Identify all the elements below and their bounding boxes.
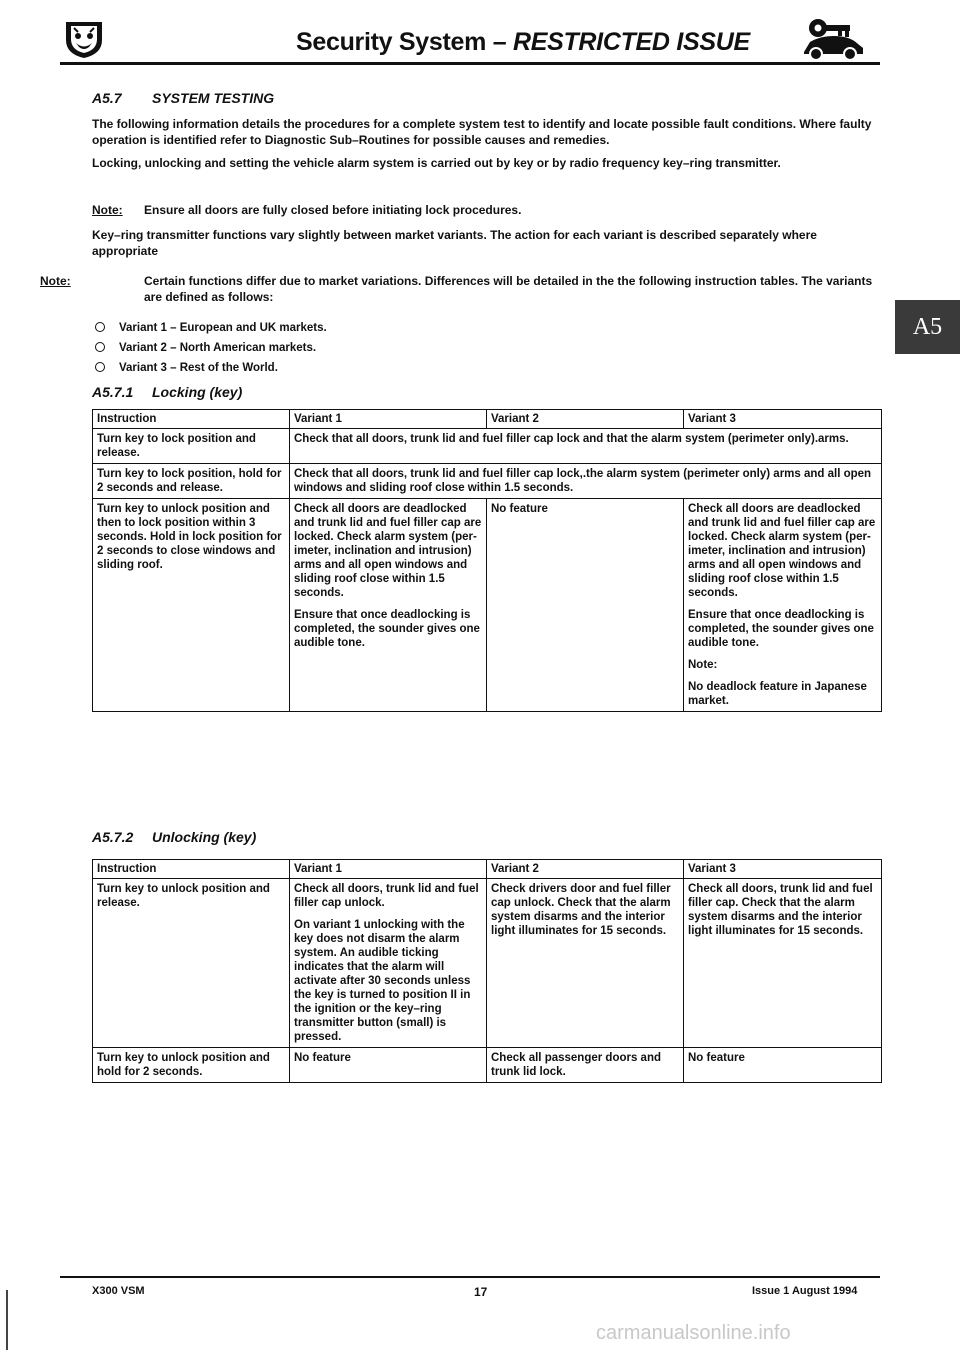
page-number: 17 xyxy=(474,1285,488,1299)
footer-document-code: X300 VSM xyxy=(92,1285,145,1297)
section-tab-a5: A5 xyxy=(895,300,960,354)
cell-paragraph: On variant 1 unlocking with the key does not disarm the alarm system. An audible ticking indicates that the alarm will activate after 30 seconds unless the key is turned to position II in the ignition or the key–ring transmitter button (small) is pressed. xyxy=(294,919,471,1043)
bullet-circle-icon xyxy=(95,362,105,372)
intro-paragraph-2: Locking, unlocking and setting the vehicle alarm system is carried out by key or by radio frequency key–ring transmitter. xyxy=(92,156,781,170)
unlocking-key-table xyxy=(92,859,882,1083)
section-number: A5.7 xyxy=(92,90,122,106)
header-rule xyxy=(60,62,880,65)
all-variants-cell: Check that all doors, trunk lid and fuel filler cap lock and that the alarm system (perimeter only).arms. xyxy=(290,429,882,464)
variant-list-item xyxy=(95,342,316,354)
section-number: A5.7.1 xyxy=(92,384,134,400)
all-variants-cell: Check that all doors, trunk lid and fuel filler cap lock,.the alarm system (perimeter only) arms and all open windows and sliding roof close within 1.5 seconds. xyxy=(290,464,882,499)
section-heading-a5-7 xyxy=(92,90,274,106)
instruction-cell: Turn key to lock position and release. xyxy=(93,429,290,464)
note-label: Note: xyxy=(40,274,71,288)
bullet-circle-icon xyxy=(95,342,105,352)
variant-1-cell: No feature xyxy=(290,1048,487,1083)
table-row xyxy=(93,1048,882,1083)
note-text: Certain functions differ due to market variations. Differences will be detailed in the the following instruction tables. The variants are defined as follows: xyxy=(144,274,873,304)
watermark-text: carmanualsonline.info xyxy=(596,1322,791,1344)
variant-3-cell xyxy=(684,499,882,712)
variant-text: Variant 2 – North American markets. xyxy=(119,342,317,354)
column-header: Variant 1 xyxy=(290,860,487,879)
column-header: Instruction xyxy=(93,410,290,429)
page-header-title xyxy=(296,28,750,57)
note-label: Note: xyxy=(92,203,123,217)
instruction-cell: Turn key to unlock position and hold for 2 seconds. xyxy=(93,1048,290,1083)
footer-issue-date: Issue 1 August 1994 xyxy=(752,1285,858,1297)
column-header: Variant 2 xyxy=(487,860,684,879)
table-row xyxy=(93,499,882,712)
variant-1-cell xyxy=(290,499,487,712)
instruction-cell: Turn key to lock position, hold for 2 seconds and release. xyxy=(93,464,290,499)
column-header: Variant 2 xyxy=(487,410,684,429)
table-row xyxy=(93,464,882,499)
section-title: SYSTEM TESTING xyxy=(152,90,275,106)
variant-3-cell: Check all doors, trunk lid and fuel filler cap. Check that the alarm system disarms and the interior light illuminates for 15 seconds. xyxy=(684,879,882,1048)
note-doors-closed xyxy=(92,202,882,218)
section-title: Unlocking (key) xyxy=(152,829,257,845)
variant-2-cell: No feature xyxy=(487,499,684,712)
instruction-cell: Turn key to unlock position and release. xyxy=(93,879,290,1048)
cell-note: No deadlock feature in Japanese market. xyxy=(688,681,867,707)
note-market-variations xyxy=(40,273,882,305)
table-row xyxy=(93,429,882,464)
column-header: Instruction xyxy=(93,860,290,879)
column-header: Variant 3 xyxy=(684,410,882,429)
variant-2-cell: Check all passenger doors and trunk lid lock. xyxy=(487,1048,684,1083)
variant-2-cell: Check drivers door and fuel filler cap unlock. Check that the alarm system disarms and the interior light illuminates for 15 seconds. xyxy=(487,879,684,1048)
instruction-cell: Turn key to unlock position and then to lock position within 3 seconds. Hold in lock position for 2 seconds to close windows and sliding roof. xyxy=(93,499,290,712)
variant-text: Variant 3 – Rest of the World. xyxy=(119,362,278,374)
bullet-circle-icon xyxy=(95,322,105,332)
intro-paragraph-3: Key–ring transmitter functions vary slightly between market variants. The action for each variant is described separately where appropriate xyxy=(92,228,817,258)
cell-paragraph: Ensure that once deadlocking is completed, the sounder gives one audible tone. xyxy=(294,609,480,649)
header-title-main: Security System – xyxy=(296,28,513,56)
column-header: Variant 3 xyxy=(684,860,882,879)
note-text: Ensure all doors are fully closed before initiating lock procedures. xyxy=(144,203,522,217)
section-number: A5.7.2 xyxy=(92,829,134,845)
variant-3-cell: No feature xyxy=(684,1048,882,1083)
cell-paragraph: Check all doors, trunk lid and fuel filler cap unlock. xyxy=(294,883,479,909)
car-key-security-icon xyxy=(800,14,866,62)
table-row xyxy=(93,879,882,1048)
table-header-row xyxy=(93,860,882,879)
cell-paragraph: Check all doors are deadlocked and trunk lid and fuel filler cap are locked. Check alarm system (perimeter, inclination and intrusion) arms and all open windows and sliding roof close within 1.5 seconds. xyxy=(688,503,876,599)
intro-paragraph-1: The following information details the procedures for a complete system test to identify and locate possible fault conditions. Where faulty operation is identified refer to Diagnostic Sub–Routines for possible causes and remedies. xyxy=(92,117,872,147)
variant-list-item xyxy=(95,322,327,334)
cell-note-label: Note: xyxy=(688,659,718,671)
cell-paragraph: Ensure that once deadlocking is completed, the sounder gives one audible tone. xyxy=(688,609,874,649)
header-title-restricted: RESTRICTED ISSUE xyxy=(512,28,750,56)
variant-list-item xyxy=(95,362,278,374)
column-header: Variant 1 xyxy=(290,410,487,429)
variant-text: Variant 1 – European and UK markets. xyxy=(119,322,327,334)
section-title: Locking (key) xyxy=(152,384,243,400)
footer-rule xyxy=(60,1276,880,1278)
locking-key-table xyxy=(92,409,882,712)
table-header-row xyxy=(93,410,882,429)
section-heading-a5-7-1 xyxy=(92,384,242,400)
scan-edge-mark xyxy=(6,1290,8,1350)
variant-1-cell xyxy=(290,879,487,1048)
cell-paragraph: Check all doors are deadlocked and trunk lid and fuel filler cap are locked. Check alarm system (perimeter, inclination and intrusion) arms and all open windows and sliding roof close within 1.5 seconds. xyxy=(294,503,482,599)
section-heading-a5-7-2 xyxy=(92,829,256,845)
jaguar-head-logo-icon xyxy=(62,16,106,60)
